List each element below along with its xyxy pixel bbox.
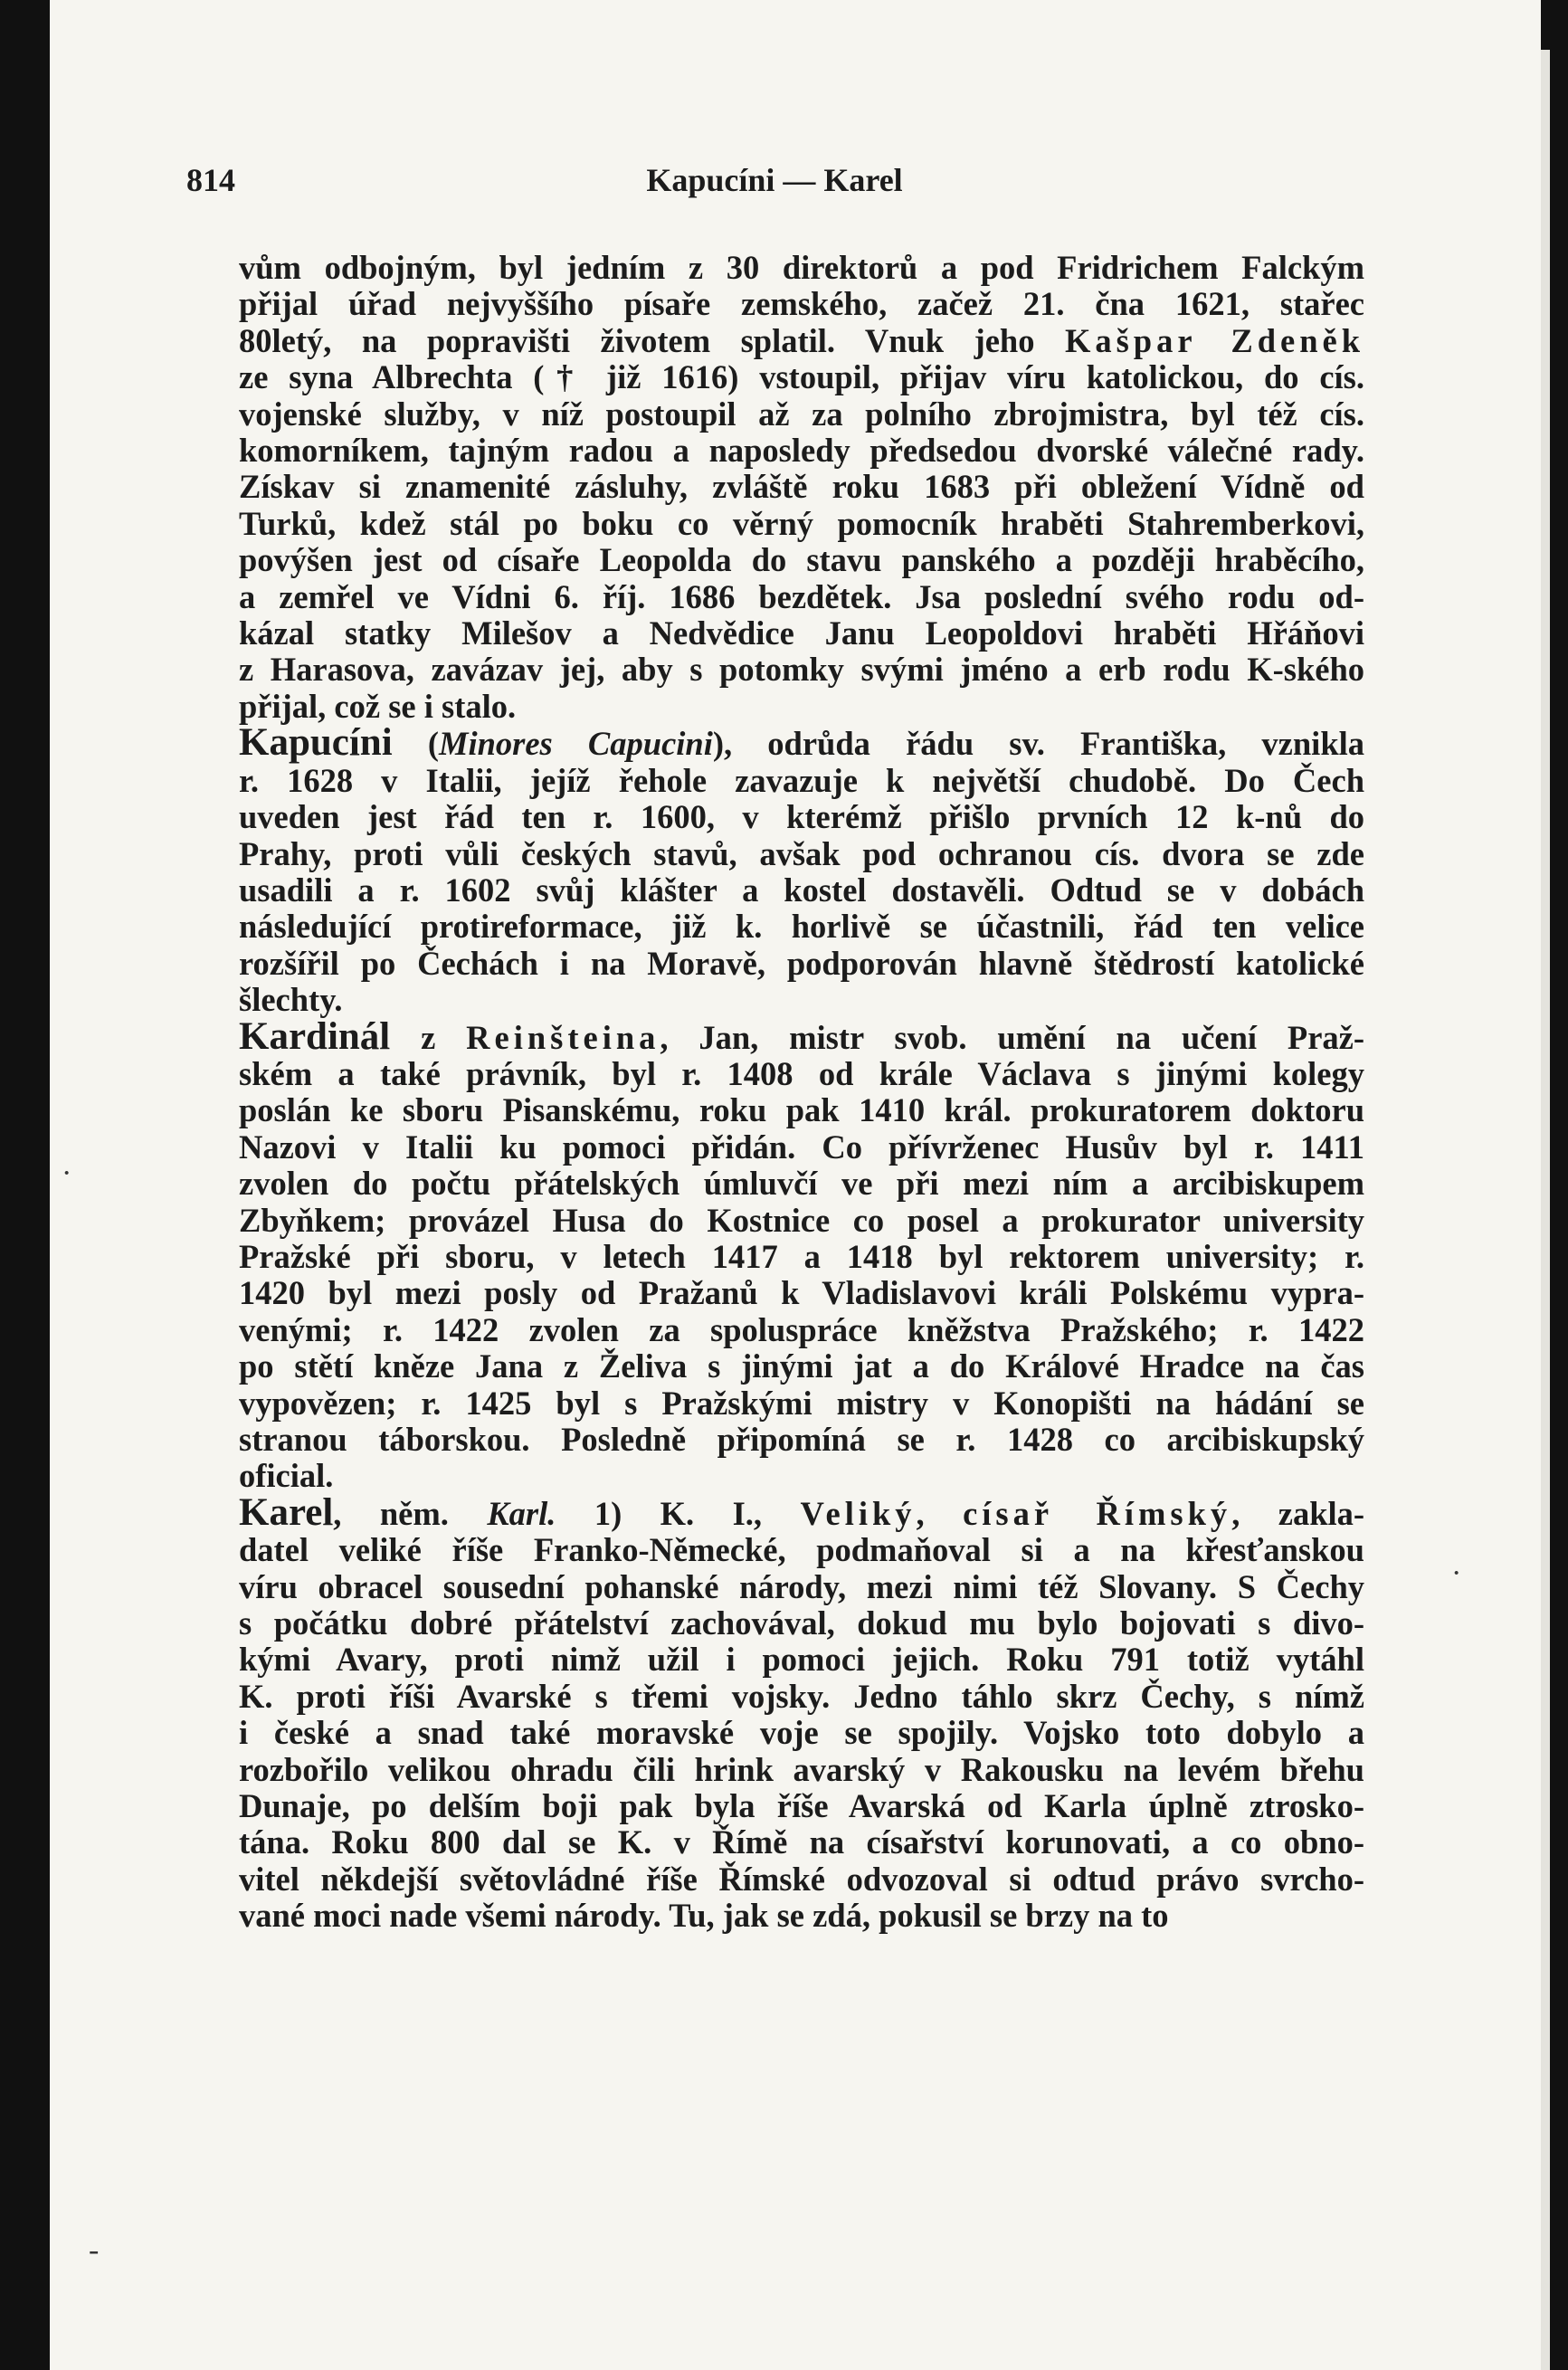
entry-first-line: Kapucíni (Minores Capucini), odrůda řádu sv. Františka, vznikla bbox=[239, 721, 1365, 765]
text-line: zvolen do počtu přátelských úmluvčí ve při mezi ním a arcibiskupem bbox=[239, 1165, 1364, 1203]
text-line: z Harasova, zavázav jej, aby s potomky svými jméno a erb rodu K-ského bbox=[239, 651, 1364, 689]
text-line: s počátku dobré přátelství zachovával, dokud mu bylo bojovati s divo- bbox=[239, 1604, 1364, 1642]
text-line: vům odbojným, byl jedním z 30 direktorů a pod Fridrichem Falckým bbox=[239, 249, 1364, 286]
page-number: 814 bbox=[186, 162, 235, 198]
text-line: 1420 byl mezi posly od Pražanů k Vladislavovi králi Polskému vypra- bbox=[239, 1274, 1364, 1312]
text-line: datel veliké říše Franko-Německé, podmaňoval si a na křesťanskou bbox=[239, 1531, 1364, 1569]
running-title: Kapucíni — Karel bbox=[646, 162, 903, 198]
text-line: vané moci nade všemi národy. Tu, jak se zdá, pokusil se brzy na to bbox=[239, 1897, 1169, 1935]
text-line: ze syna Albrechta († již 1616) vstoupil, přijav víru katolickou, do cís. bbox=[239, 358, 1364, 396]
text-line: Prahy, proti vůli českých stavů, avšak pod ochranou cís. dvora se zde bbox=[239, 834, 1364, 872]
text-line: vojenské služby, v níž postoupil až za polního zbrojmistra, byl též cís. bbox=[239, 395, 1364, 433]
headword: Kapucíni bbox=[239, 721, 393, 765]
text-line: vypovězen; r. 1425 byl s Pražskými mistry v Konopišti na hádání se bbox=[239, 1384, 1364, 1422]
article-text bbox=[239, 250, 1364, 1935]
text-line: komorníkem, tajným radou a naposledy předsedou dvorské válečné rady. bbox=[239, 432, 1364, 470]
text-line: povýšen jest od císaře Leopolda do stavu panského a později hraběcího, bbox=[239, 541, 1364, 579]
text-line: stranou táborskou. Posledně připomíná se r. 1428 co arcibiskupský bbox=[239, 1421, 1364, 1458]
text-line: kázal statky Milešov a Nedvědice Janu Leopoldovi hraběti Hřáňovi bbox=[239, 614, 1364, 652]
text-line: Získav si znamenité zásluhy, zvláště roku 1683 při obležení Vídně od bbox=[239, 468, 1364, 506]
headword: Kardinál bbox=[239, 1014, 391, 1058]
text-line: tána. Roku 800 dal se K. v Římě na císařství korunovati, a co obno- bbox=[239, 1823, 1364, 1861]
page-edge bbox=[1541, 50, 1550, 2370]
text-line: venými; r. 1422 zvolen za spoluspráce kněžstva Pražského; r. 1422 bbox=[239, 1310, 1364, 1348]
text-line: rozšířil po Čechách i na Moravě, podporován hlavně štědrostí katolické bbox=[239, 944, 1364, 982]
text-line: vitel někdejší světovládné říše Římské odvozoval si odtud právo svrcho- bbox=[239, 1860, 1364, 1898]
page-header bbox=[186, 161, 1363, 206]
entry-first-line: Karel, něm. Karl. 1) K. I., Veliký, císař Římský, zakla- bbox=[239, 1490, 1365, 1534]
text-line: uveden jest řád ten r. 1600, v kterémž přišlo prvních 12 k-nů do bbox=[239, 798, 1364, 836]
text-line: r. 1628 v Italii, jejíž řehole zavazuje k největší chudobě. Do Čech bbox=[239, 761, 1364, 799]
text-line: oficial. bbox=[239, 1457, 334, 1495]
text-line: následující protireformace, již k. horlivě se účastnili, řád ten velice bbox=[239, 908, 1364, 946]
text-line: po stětí kněze Jana z Želiva s jinými jat a do Králové Hradce na čas bbox=[239, 1347, 1364, 1385]
text-line: ském a také právník, byl r. 1408 od krále Václava s jinými kolegy bbox=[239, 1054, 1364, 1092]
text-line: Zbyňkem; provázel Husa do Kostnice co posel a prokurator university bbox=[239, 1201, 1364, 1239]
text-line: Pražské při sboru, v letech 1417 a 1418 byl rektorem university; r. bbox=[239, 1237, 1364, 1275]
text-line: K. proti říši Avarské s třemi vojsky. Jedno táhlo skrz Čechy, s nímž bbox=[239, 1677, 1364, 1715]
text-line: šlechty. bbox=[239, 981, 343, 1019]
headword: Karel bbox=[239, 1490, 334, 1534]
text-line: Dunaje, po delším boji pak byla říše Avarská od Karla úplně ztrosko- bbox=[239, 1787, 1364, 1825]
text-line: a zemřel ve Vídni 6. říj. 1686 bezdětek. Jsa poslední svého rodu od- bbox=[239, 577, 1364, 615]
text-line: víru obracel sousední pohanské národy, mezi nimi též Slovany. S Čechy bbox=[239, 1567, 1364, 1605]
entry-first-line: Kardinál z Reinšteina, Jan, mistr svob. umění na učení Praž- bbox=[239, 1014, 1364, 1058]
margin-speck: ‐ bbox=[89, 2233, 100, 2267]
text-line: rozbořilo velikou ohradu čili hrink avarský v Rakousku na levém břehu bbox=[239, 1750, 1364, 1788]
text-line: 80letý, na popravišti životem splatil. Vnuk jeho Kašpar Zdeněk bbox=[239, 321, 1365, 359]
text-line: přijal, což se i stalo. bbox=[239, 687, 517, 725]
text-line: kými Avary, proti nimž užil i pomoci jejich. Roku 791 totiž vytáhl bbox=[239, 1641, 1364, 1679]
text-line: Nazovi v Italii ku pomoci přidán. Co přívrženec Husův byl r. 1411 bbox=[239, 1128, 1364, 1166]
text-line: přijal úřad nejvyššího písaře zemského, začež 21. čna 1621, stařec bbox=[239, 285, 1364, 323]
text-line: usadili a r. 1602 svůj klášter a kostel dostavěli. Odtud se v dobách bbox=[239, 871, 1364, 909]
margin-speck: · bbox=[62, 1156, 72, 1190]
text-line: poslán ke sboru Pisanskému, roku pak 1410 král. prokuratorem doktoru bbox=[239, 1091, 1364, 1129]
margin-speck: · bbox=[1451, 1556, 1462, 1590]
text-line: i české a snad také moravské voje se spojily. Vojsko toto dobylo a bbox=[239, 1714, 1364, 1752]
text-line: Turků, kdež stál po boku co věrný pomocník hraběti Stahremberkovi, bbox=[239, 504, 1364, 542]
